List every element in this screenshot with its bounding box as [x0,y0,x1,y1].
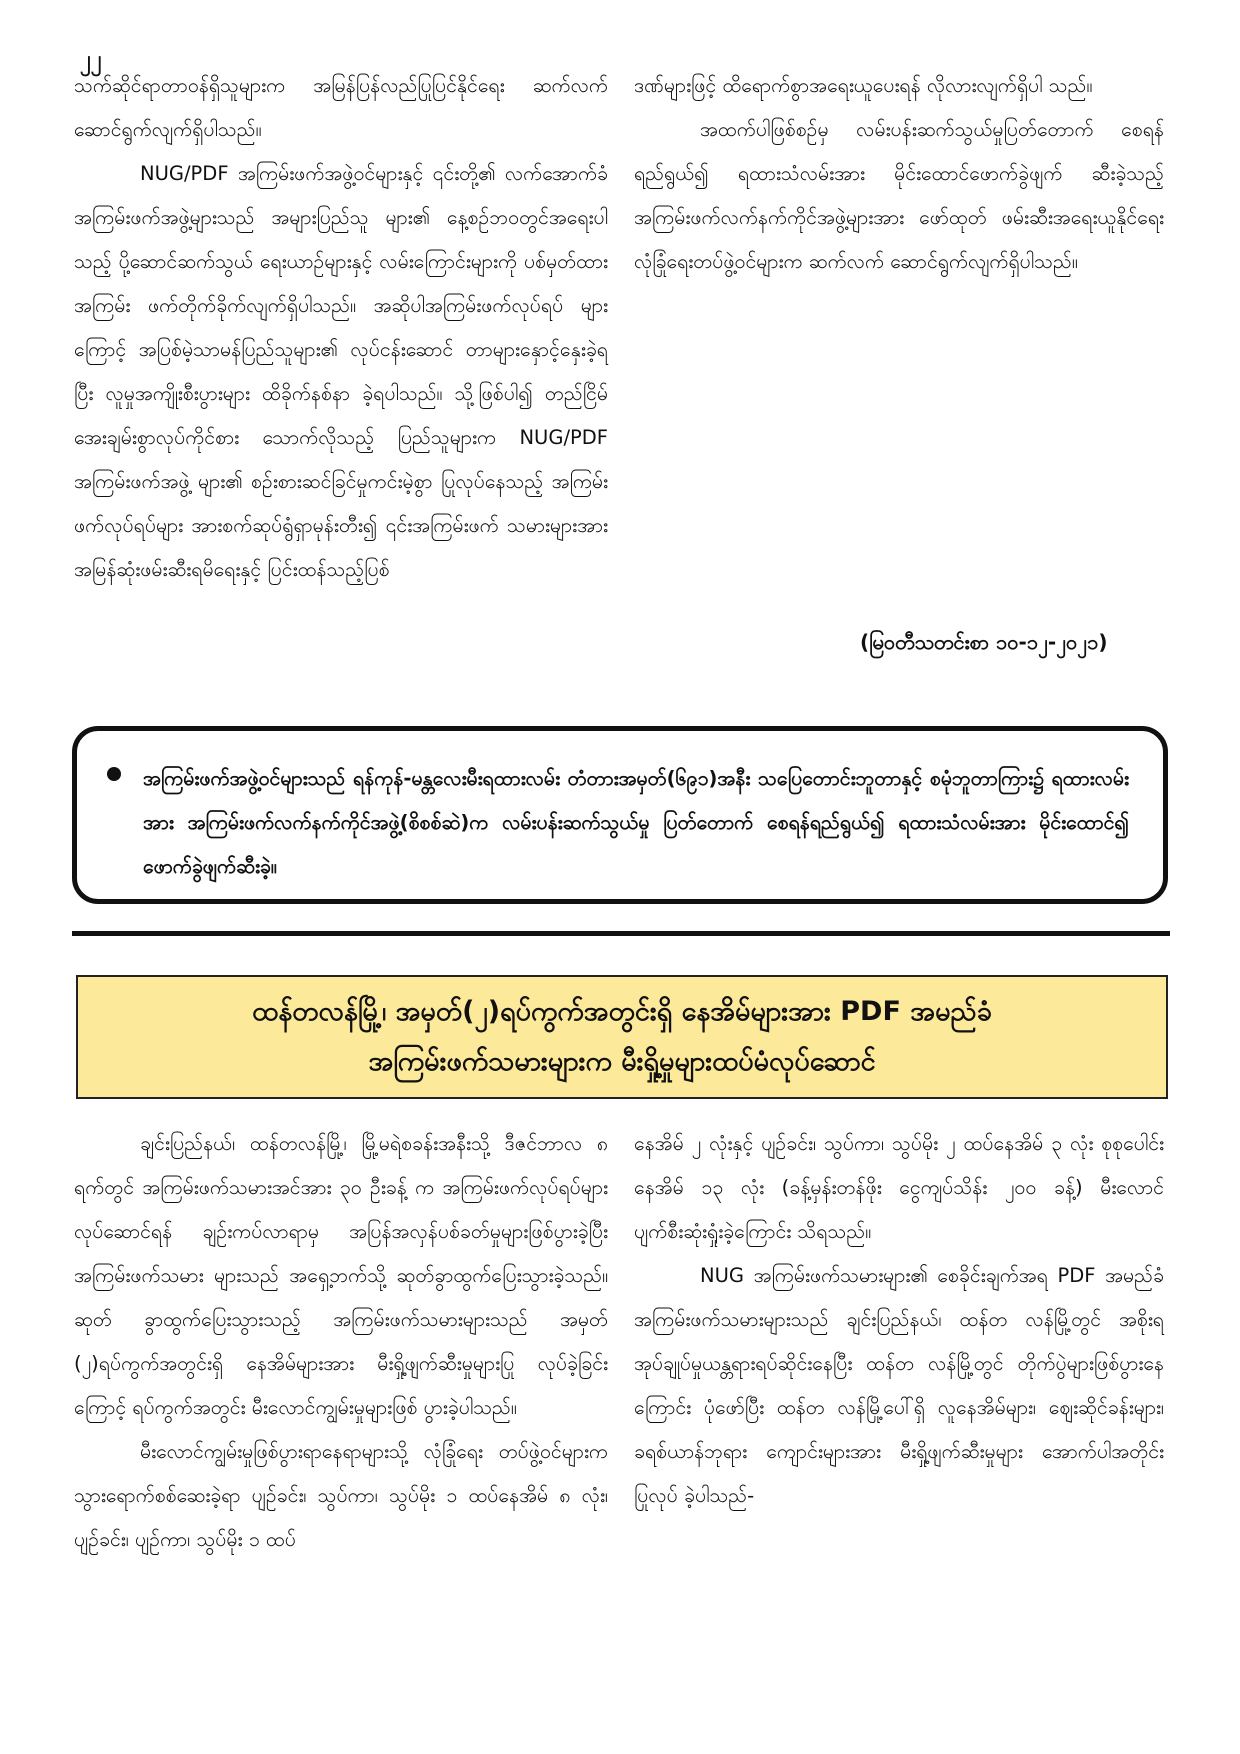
top-article-left-column [74,64,608,592]
top-article-right-column [634,64,1164,284]
article-paragraph: သက်ဆိုင်ရာတာဝန်ရှိသူများက အမြန်ပြန်လည်ပြုပြင်နိုင်ရေး ဆက်လက်ဆောင်ရွက်လျက်ရှိပါသည်။ [74,74,608,141]
bottom-article-right-column [634,1122,1164,1518]
article-paragraph: ချင်းပြည်နယ်၊ ထန်တလန်မြို့၊ မြို့မရဲစခန်းအနီးသို့ ဒီဇင်ဘာလ ၈ ရက်တွင် အကြမ်းဖက်သမားအင်အား ၃၀ ဦးခန့် က အကြမ်းဖက်လုပ်ရပ်များလုပ်ဆောင်ရန် ချဉ်းကပ်လာရာမှ အပြန်အလှန်ပစ်ခတ်မှုများဖြစ်ပွားခဲ့ပြီး အကြမ်းဖက်သမား များသည် အရှေ့ဘက်သို့ ဆုတ်ခွာထွက်ပြေးသွားခဲ့သည်။ ဆုတ် ခွာထွက်ပြေးသွားသည့် အကြမ်းဖက်သမားများသည် အမှတ် (၂)ရပ်ကွက်အတွင်းရှိ နေအိမ်များအား မီးရှို့ဖျက်ဆီးမှုများပြု လုပ်ခဲ့ခြင်းကြောင့် ရပ်ကွက်အတွင်း မီးလောင်ကျွမ်းမှုများဖြစ် ပွားခဲ့ပါသည်။ [74,1132,608,1419]
notice-text: အကြမ်းဖက်အဖွဲ့ဝင်များသည် ရန်ကုန်-မန္တလေးမီးရထားလမ်း တံတားအမှတ်(၆၉၁)အနီး သပြေတောင်းဘူတာနှင့် စမုံဘူတာကြား၌ ရထားလမ်းအား အကြမ်းဖက်လက်နက်ကိုင်အဖွဲ့(စိစစ်ဆဲ)က လမ်းပန်းဆက်သွယ်မှု ပြတ်တောက် စေရန်ရည်ရွယ်၍ ရထားသံလမ်းအား မိုင်းထောင်၍ ဖောက်ခွဲဖျက်ဆီးခဲ့။ [143,767,1129,878]
section-divider [72,931,1170,936]
headline-banner [76,975,1168,1099]
bullet-icon [107,767,121,781]
article-paragraph: မီးလောင်ကျွမ်းမှုဖြစ်ပွားရာနေရာများသို့ လုံခြုံရေး တပ်ဖွဲ့ဝင်များက သွားရောက်စစ်ဆေးခဲ့ရာ ပျဉ်ခင်း၊ သွပ်ကာ၊ သွပ်မိုး ၁ ထပ်နေအိမ် ၈ လုံး၊ ပျဉ်ခင်း၊ ပျဉ်ကာ၊ သွပ်မိုး ၁ ထပ် [74,1440,608,1551]
article-paragraph: NUG အကြမ်းဖက်သမားများ၏ စေခိုင်းချက်အရ PDF အမည်ခံ အကြမ်းဖက်သမားများသည် ချင်းပြည်နယ်၊ ထန်တ လန်မြို့တွင် အစိုးရအုပ်ချုပ်မှုယန္တရားရပ်ဆိုင်းနေပြီး ထန်တ လန်မြို့တွင် တိုက်ပွဲများဖြစ်ပွားနေကြောင်း ပုံဖော်ပြီး ထန်တ လန်မြို့ပေါ်ရှိ လူနေအိမ်များ၊ ဈေးဆိုင်ခန်းများ၊ ခရစ်ယာန်ဘုရား ကျောင်းများအား မီးရှို့ဖျက်ဆီးမှုများ အောက်ပါအတိုင်းပြုလုပ် ခဲ့ပါသည်- [634,1264,1164,1507]
page-number: ၂၂ [80,47,102,72]
article-paragraph: NUG/PDF အကြမ်းဖက်အဖွဲ့ဝင်များနှင့် ၎င်းတို့၏ လက်အောက်ခံ အကြမ်းဖက်အဖွဲ့များသည် အများပြည်သူ များ၏ နေ့စဉ်ဘဝတွင်အရေးပါသည့် ပို့ဆောင်ဆက်သွယ် ရေးယာဉ်များနှင့် လမ်းကြောင်းများကို ပစ်မှတ်ထားအကြမ်း ဖက်တိုက်ခိုက်လျက်ရှိပါသည်။ အဆိုပါအကြမ်းဖက်လုပ်ရပ် များကြောင့် အပြစ်မဲ့သာမန်ပြည်သူများ၏ လုပ်ငန်းဆောင် တာများနှောင့်နှေးခဲ့ရပြီး လူမှုအကျိုးစီးပွားများ ထိခိုက်နစ်နာ ခဲ့ရပါသည်။ သို့ဖြစ်ပါ၍ တည်ငြိမ်အေးချမ်းစွာလုပ်ကိုင်စား သောက်လိုသည့် ပြည်သူများက NUG/PDF အကြမ်းဖက်အဖွဲ့ များ၏ စဉ်းစားဆင်ခြင်မှုကင်းမဲ့စွာ ပြုလုပ်နေသည့် အကြမ်း ဖက်လုပ်ရပ်များ အားစက်ဆုပ်ရွံရှာမုန်းတီး၍ ၎င်းအကြမ်းဖက် သမားများအား အမြန်ဆုံးဖမ်းဆီးရမိရေးနှင့် ပြင်းထန်သည့်ပြစ် [74,162,608,581]
article-source: (မြဝတီသတင်းစာ ၁၀-၁၂-၂၀၂၁) [860,630,1108,654]
article-paragraph: အထက်ပါဖြစ်စဉ်မှ လမ်းပန်းဆက်သွယ်မှုပြတ်တောက် စေရန်ရည်ရွယ်၍ ရထားသံလမ်းအား မိုင်းထောင်ဖောက်ခွဲဖျက် ဆီးခဲ့သည့် အကြမ်းဖက်လက်နက်ကိုင်အဖွဲ့များအား ဖော်ထုတ် ဖမ်းဆီးအရေးယူနိုင်ရေး လုံခြုံရေးတပ်ဖွဲ့ဝင်များက ဆက်လက် ဆောင်ရွက်လျက်ရှိပါသည်။ [634,118,1164,273]
headline-line-2: အကြမ်းဖက်သမားများက မီးရှို့မှုများထပ်မံလုပ်ဆောင် [368,1046,876,1077]
headline-line-1: ထန်တလန်မြို့၊ အမှတ်(၂)ရပ်ကွက်အတွင်းရှိ နေအိမ်များအား PDF အမည်ခံ [252,996,992,1027]
article-paragraph: ဒဏ်များဖြင့် ထိရောက်စွာအရေးယူပေးရန် လိုလားလျက်ရှိပါ သည်။ [634,74,1093,97]
article-paragraph: နေအိမ် ၂ လုံးနှင့် ပျဉ်ခင်း၊ သွပ်ကာ၊ သွပ်မိုး ၂ ထပ်နေအိမ် ၃ လုံး စုစုပေါင်း နေအိမ် ၁၃ လုံး (ခန့်မှန်းတန်ဖိုး ငွေကျပ်သိန်း ၂၀၀ ခန့်) မီးလောင်ပျက်စီးဆုံးရှုံးခဲ့ကြောင်း သိရသည်။ [634,1132,1164,1243]
notice-box [72,726,1168,904]
bottom-article-left-column [74,1122,608,1562]
